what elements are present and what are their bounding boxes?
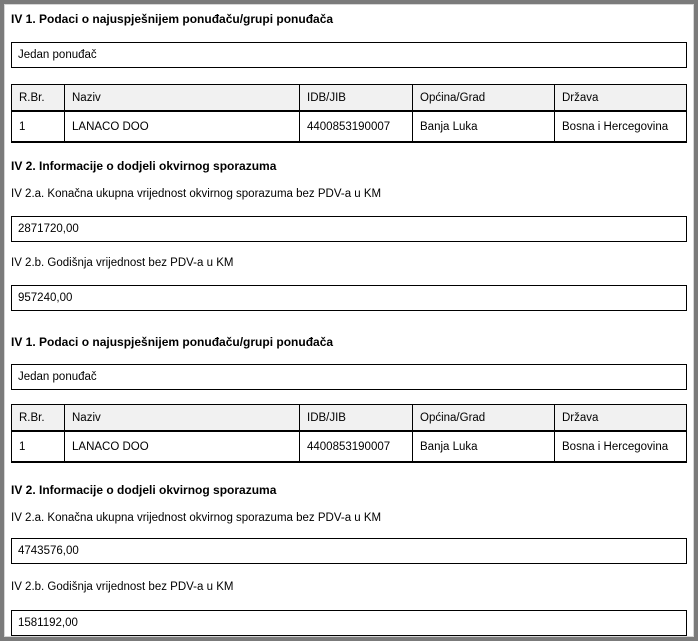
total-value-text: 4743576,00 bbox=[18, 545, 79, 557]
column-header-naziv: Naziv bbox=[65, 405, 300, 432]
document-content bbox=[4, 4, 694, 637]
total-value-label: IV 2.a. Konačna ukupna vrijednost okvirnog sporazuma bez PDV-a u KM bbox=[11, 188, 382, 200]
cell-drzava: Bosna i Hercegovina bbox=[555, 431, 687, 462]
annual-value-text: 1581192,00 bbox=[18, 617, 78, 629]
column-header-opcina-grad: Općina/Grad bbox=[413, 405, 555, 432]
bidders-table bbox=[11, 404, 687, 463]
bidder-type-box bbox=[11, 42, 687, 68]
annual-value-text: 957240,00 bbox=[18, 292, 73, 304]
cell-rbr: 1 bbox=[12, 431, 65, 462]
annual-value-box bbox=[11, 285, 687, 311]
column-header-rbr: R.Br. bbox=[12, 85, 65, 112]
bidders-table bbox=[11, 84, 687, 143]
column-header-naziv: Naziv bbox=[65, 85, 300, 112]
table-header-row bbox=[12, 85, 687, 112]
cell-idb-jib: 4400853190007 bbox=[300, 111, 413, 142]
table-header-row bbox=[12, 405, 687, 432]
cell-naziv: LANACO DOO bbox=[65, 431, 300, 462]
column-header-rbr: R.Br. bbox=[12, 405, 65, 432]
column-header-drzava: Država bbox=[555, 405, 687, 432]
cell-naziv: LANACO DOO bbox=[65, 111, 300, 142]
column-header-opcina-grad: Općina/Grad bbox=[413, 85, 555, 112]
column-header-drzava: Država bbox=[555, 85, 687, 112]
annual-value-label: IV 2.b. Godišnja vrijednost bez PDV-a u KM bbox=[11, 257, 234, 269]
bidder-type-text: Jedan ponuđač bbox=[18, 49, 97, 61]
award-section-2 bbox=[11, 335, 687, 636]
award-section-title: IV 2. Informacije o dodjeli okvirnog sporazuma bbox=[11, 159, 277, 173]
annual-value-label: IV 2.b. Godišnja vrijednost bez PDV-a u KM bbox=[11, 581, 234, 593]
table-row bbox=[12, 111, 687, 142]
table-row bbox=[12, 431, 687, 462]
total-value-box bbox=[11, 216, 687, 242]
cell-opcina-grad: Banja Luka bbox=[413, 431, 555, 462]
column-header-idb-jib: IDB/JIB bbox=[300, 405, 413, 432]
cell-drzava: Bosna i Hercegovina bbox=[555, 111, 687, 142]
total-value-text: 2871720,00 bbox=[18, 223, 79, 235]
total-value-label: IV 2.a. Konačna ukupna vrijednost okvirnog sporazuma bez PDV-a u KM bbox=[11, 512, 382, 524]
cell-rbr: 1 bbox=[12, 111, 65, 142]
cell-opcina-grad: Banja Luka bbox=[413, 111, 555, 142]
annual-value-box bbox=[11, 610, 687, 636]
bidder-type-text: Jedan ponuđač bbox=[18, 371, 97, 383]
column-header-idb-jib: IDB/JIB bbox=[300, 85, 413, 112]
bidder-type-box bbox=[11, 364, 687, 390]
award-section-1 bbox=[11, 12, 687, 311]
winner-section-title: IV 1. Podaci o najuspješnijem ponuđaču/grupi ponuđača bbox=[11, 12, 334, 26]
total-value-box bbox=[11, 538, 687, 564]
award-section-title: IV 2. Informacije o dodjeli okvirnog sporazuma bbox=[11, 483, 277, 497]
cell-idb-jib: 4400853190007 bbox=[300, 431, 413, 462]
winner-section-title: IV 1. Podaci o najuspješnijem ponuđaču/grupi ponuđača bbox=[11, 335, 334, 349]
